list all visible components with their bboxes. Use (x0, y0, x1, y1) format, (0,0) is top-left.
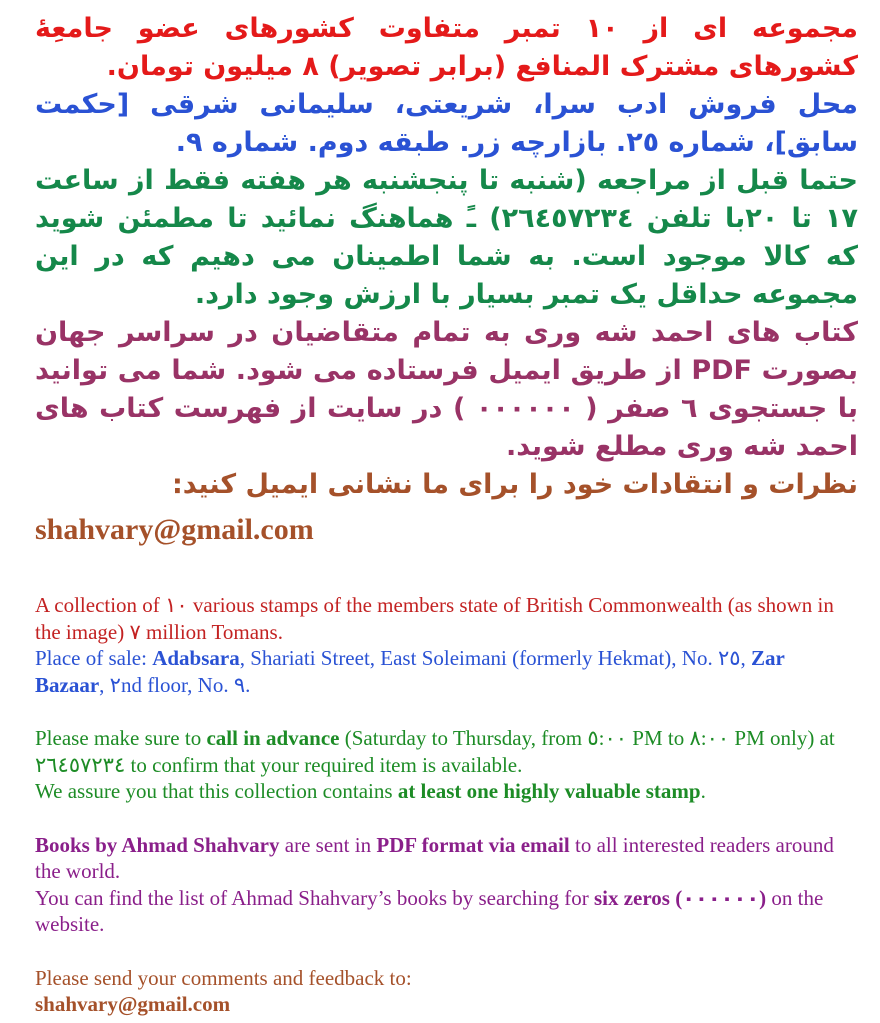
en-call-in-advance-paragraph (35, 725, 853, 778)
text-segment: . (700, 779, 706, 803)
text-segment: , Shariati Street, East Soleimani (formerly Hekmat), No. ٢٥, (239, 646, 752, 670)
en-books-paragraph (35, 832, 853, 885)
fa-place-of-sale-paragraph: محل فروش ادب سرا، شریعتی، سلیمانی شرقی [حکمت سابق]، شماره ٢٥. بازارچه زر. طبقه دوم. شماره ٩. (35, 89, 858, 158)
email-address-footer: shahvary@gmail.com (35, 992, 231, 1016)
text-segment: on the website. (35, 885, 824, 936)
en-assurance-paragraph (35, 778, 853, 805)
text-segment: , ٢nd floor, No. ٩. (99, 672, 251, 697)
en-six-zeros-paragraph (35, 885, 853, 938)
valuable-stamp-emphasis: at least one highly valuable stamp (397, 779, 701, 803)
en-place-of-sale-paragraph (35, 645, 853, 698)
english-section (35, 592, 853, 1018)
books-author-emphasis: Books by Ahmad Shahvary (35, 832, 280, 857)
persian-section (35, 10, 858, 504)
call-in-advance-emphasis: call in advance (206, 726, 340, 750)
email-address: shahvary@gmail.com (35, 513, 314, 546)
text-segment: Place of sale: (35, 646, 153, 670)
en-collection-paragraph: A collection of ١٠ various stamps of the members state of British Commonwealth (as shown in the image) ٧ million Tomans. (35, 593, 834, 644)
text-segment: are sent in (279, 832, 377, 857)
en-feedback-paragraph: Please send your comments and feedback to: (35, 965, 412, 990)
fa-collection-paragraph: مجموعه ای از ١٠ تمبر متفاوت کشورهای عضو جامعِهٔ کشورهای مشترک المنافع (برابر تصویر) ٨ میلیون تومان. (35, 13, 858, 82)
fa-feedback-paragraph: نظرات و انتقادات خود را برای ما نشانی ایمیل کنید: (171, 469, 858, 500)
text-segment: You can find the list of Ahmad Shahvary’s books by searching for (35, 885, 594, 910)
six-zeros-emphasis: six zeros (٠٠٠٠٠٠) (593, 885, 767, 910)
text-segment: to all interested readers around the world. (35, 832, 834, 883)
text-segment: We assure you that this collection contains (35, 779, 398, 803)
bazaar-name: Zar Bazaar (35, 646, 785, 697)
text-segment: (Saturday to Thursday, from ٥:٠٠ PM to ٨:٠٠ PM only) at ٢٦٤٥٧٢٣٤ to confirm that your required item is available. (35, 726, 835, 777)
fa-books-paragraph: کتاب های احمد شه وری به تمام متقاضیان در سراسر جهان بصورت PDF از طریق ایمیل فرستاده می شود. شما می توانید با جستجوی ٦ صفر ( ٠٠٠٠٠٠ ) در سایت از فهرست کتاب های احمد شه وری مطلع شوید. (35, 317, 858, 462)
shop-name: Adabsara (152, 646, 240, 670)
fa-call-in-advance-paragraph: حتما قبل از مراجعه (شنبه تا پنجشنبه هر هفته فقط از ساعت ١٧ تا ٢٠با تلفن ٢٦٤٥٧٢٣٤) ـً هماهنگ نمائید تا مطمئن شوید که کالا موجود است. به شما اطمینان می دهیم که در این مجموعه حداقل یک تمبر بسیار با ارزش وجود دارد. (35, 165, 859, 310)
pdf-email-emphasis: PDF format via email (376, 832, 570, 857)
text-segment: Please make sure to (35, 726, 207, 750)
